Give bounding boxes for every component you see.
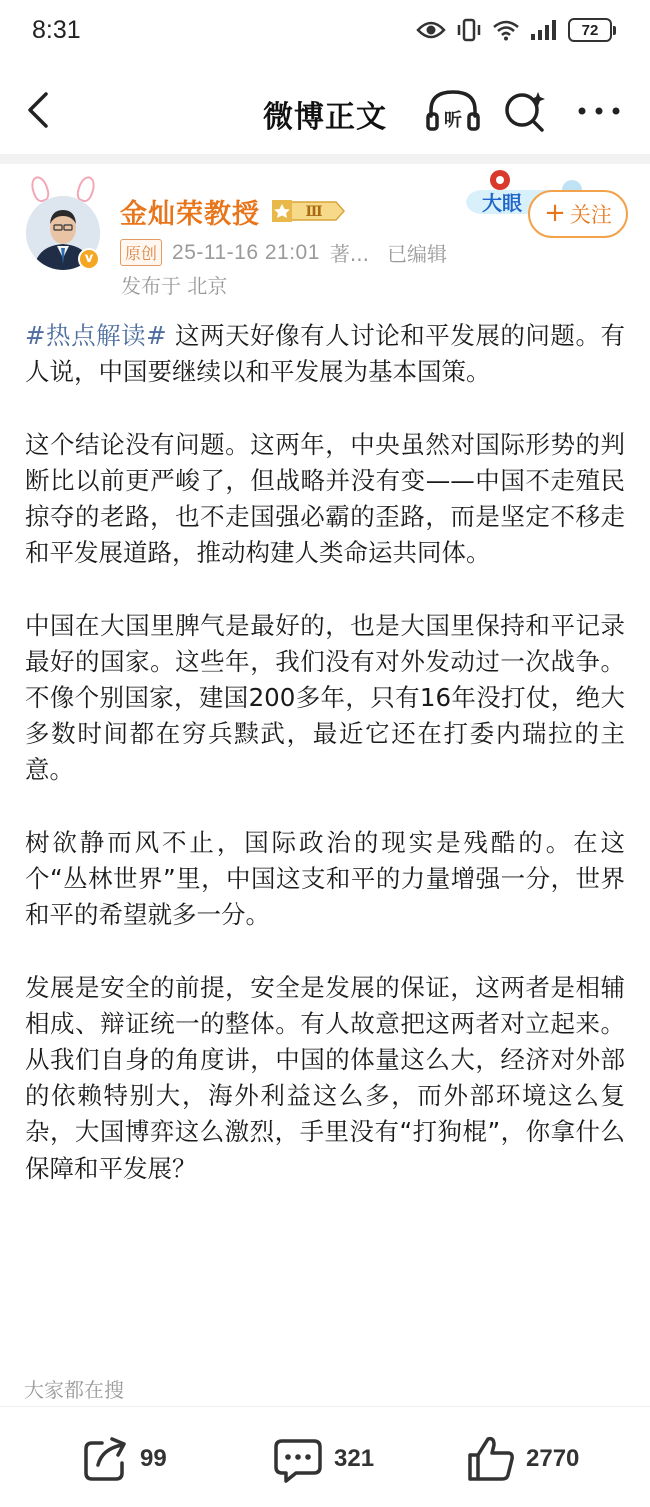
share-button[interactable] <box>80 1435 167 1483</box>
battery-level: 72 <box>568 18 612 42</box>
more-icon <box>576 96 622 126</box>
svg-text:Ⅲ: Ⅲ <box>305 204 323 220</box>
vip-level-badge[interactable] <box>270 198 346 224</box>
page-header <box>0 64 650 156</box>
post-location: 发布于 北京 <box>121 274 228 298</box>
eye-icon <box>416 20 446 40</box>
status-icons <box>416 18 616 42</box>
post-paragraph: 这个结论没有问题。这两年，中央虽然对国际形势的判断比以前更严峻了，但战略并没有变——中国不走殖民掠夺的老路，也不走国强必霸的歪路，而是坚定不移走和平发展道路，推动构建人类命运共同体。 <box>25 429 625 568</box>
search-icon <box>502 88 550 134</box>
post-source[interactable]: 著... <box>329 242 369 266</box>
thumbs-up-icon <box>466 1435 516 1483</box>
svg-text:大眼: 大眼 <box>482 191 522 215</box>
post-paragraph: 树欲静而风不止，国际政治的现实是残酷的。在这个“丛林世界”里，中国这支和平的力量增强一分，世界和平的希望就多一分。 <box>25 827 625 930</box>
follow-button[interactable] <box>528 190 628 238</box>
page-title: 微博正文 <box>263 100 387 135</box>
listen-icon <box>425 86 481 134</box>
vibrate-icon <box>456 18 482 42</box>
post-paragraph: #热点解读# 这两天好像有人讨论和平发展的问题。有人说，中国要继续以和平发展为基本国策。 <box>25 321 625 387</box>
more-button[interactable] <box>576 96 622 126</box>
battery-icon <box>568 18 616 42</box>
share-count: 99 <box>140 1445 167 1472</box>
svg-text:听: 听 <box>444 110 462 131</box>
wifi-icon <box>492 19 520 41</box>
comment-button[interactable] <box>272 1435 374 1483</box>
author-name[interactable]: 金灿荣教授 <box>120 199 260 230</box>
edited-label[interactable]: 已编辑 <box>386 242 447 266</box>
like-count: 2770 <box>526 1445 580 1472</box>
post-meta <box>120 238 447 267</box>
post-paragraph: 中国在大国里脾气是最好的，也是大国里保持和平记录最好的国家。这些年，我们没有对外发动过一次战争。不像个别国家，建国200多年，只有16年没打仗，绝大多数时间都在穷兵黩武，最近它还在打委内瑞拉的主意。 <box>25 610 625 785</box>
header-divider <box>0 154 650 164</box>
listen-button[interactable] <box>425 86 481 134</box>
status-bar <box>0 0 650 64</box>
comment-count: 321 <box>334 1445 375 1472</box>
search-button[interactable] <box>502 88 550 134</box>
hashtag-link[interactable]: #热点解读# <box>25 321 167 350</box>
original-tag: 原创 <box>120 239 162 266</box>
signal-icon <box>530 19 558 41</box>
like-button[interactable] <box>466 1435 579 1483</box>
comment-icon <box>272 1435 324 1483</box>
post-paragraph: 发展是安全的前提，安全是发展的保证，这两者是相辅相成、辩证统一的整体。有人故意把这两者对立起来。从我们自身的角度讲，中国的体量这么大，经济对外部的依赖特别大，海外利益这么多，而外部环境这么复杂，大国博弈这么激烈，手里没有“打狗棍”，你拿什么保障和平发展？ <box>25 972 625 1183</box>
plus-icon: + <box>544 198 566 228</box>
status-time: 8:31 <box>32 16 81 44</box>
action-bar <box>0 1406 650 1507</box>
post-time: 25-11-16 21:01 <box>172 240 320 264</box>
follow-label: 关注 <box>569 203 612 227</box>
share-icon <box>80 1435 130 1483</box>
avatar[interactable] <box>22 176 104 272</box>
trending-search-label[interactable]: 大家都在搜 <box>24 1378 124 1402</box>
post-body <box>25 318 625 1223</box>
verified-icon: v <box>78 248 100 270</box>
